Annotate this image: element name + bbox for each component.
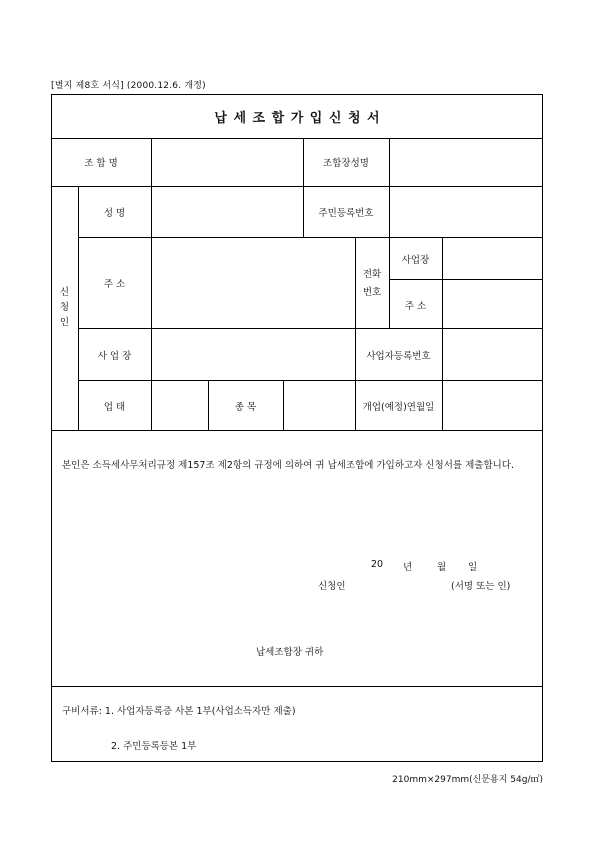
attachment-item-2: 2. 주민등록등본 1부 (111, 741, 197, 752)
business-type-field[interactable] (155, 385, 205, 427)
item-field[interactable] (287, 385, 353, 427)
divider (51, 138, 543, 139)
applicant-label: 신청인 (318, 581, 346, 592)
applicant-side-label: 신 청 인 (59, 287, 70, 328)
start-date-field[interactable] (446, 385, 540, 427)
applicant-signature-field[interactable] (350, 574, 446, 590)
phone-label: 전화 번호 (362, 269, 382, 298)
divider (283, 380, 284, 430)
divider (355, 328, 356, 430)
address-label: 주 소 (103, 279, 126, 290)
paper-spec: 210mm×297mm(신문용지 54g/㎡) (392, 775, 543, 785)
address-field[interactable] (155, 244, 351, 324)
divider (51, 686, 543, 687)
signature-hint: (서명 또는 인) (451, 581, 511, 592)
form-reference: [별지 제8호 서식] (2000.12.6. 개정) (51, 81, 206, 91)
phone-home-field[interactable] (446, 284, 540, 324)
application-statement: 본인은 소득세사무처리규정 제157조 제2항의 규정에 의하여 귀 납세조합에 가입하고자 신청서를 제출합니다. (62, 460, 515, 471)
divider (51, 186, 543, 187)
divider (78, 380, 543, 381)
divider (151, 138, 152, 430)
business-type-label: 업 태 (103, 402, 126, 413)
union-name-label: 조 합 명 (84, 158, 118, 169)
name-label: 성 명 (103, 208, 126, 219)
divider (389, 279, 543, 280)
phone-business-field[interactable] (446, 242, 540, 276)
divider (442, 237, 443, 328)
divider (389, 138, 390, 237)
divider (442, 328, 443, 430)
addressee: 납세조합장 귀하 (256, 647, 324, 658)
date-year-label: 년 (403, 562, 413, 573)
business-place-label: 사 업 장 (97, 351, 132, 362)
attachment-item-1: 구비서류: 1. 사업자등록증 사본 1부(사업소득자만 제출) (62, 706, 296, 717)
divider (78, 328, 543, 329)
business-place-field[interactable] (155, 334, 351, 376)
date-month-label: 월 (437, 562, 447, 573)
start-date-label: 개업(예정)연월일 (362, 402, 435, 413)
date-year-prefix: 20 (371, 559, 384, 570)
union-leader-field[interactable] (392, 148, 540, 182)
phone-home-label: 주 소 (404, 301, 427, 312)
phone-business-label: 사업장 (401, 255, 430, 266)
item-label: 종 목 (234, 402, 257, 413)
divider (303, 138, 304, 237)
union-name-field[interactable] (155, 148, 301, 182)
divider (51, 430, 543, 431)
divider (78, 237, 543, 238)
name-field[interactable] (155, 192, 301, 232)
divider (78, 186, 79, 430)
rrn-field[interactable] (392, 192, 540, 232)
biz-reg-no-field[interactable] (446, 334, 540, 376)
rrn-label: 주민등록번호 (318, 208, 374, 219)
divider (389, 237, 390, 328)
union-leader-label: 조합장성명 (323, 158, 369, 169)
form-title: 납 세 조 합 가 입 신 청 서 (214, 111, 381, 126)
biz-reg-no-label: 사업자등록번호 (366, 351, 431, 362)
date-day-label: 일 (468, 562, 478, 573)
